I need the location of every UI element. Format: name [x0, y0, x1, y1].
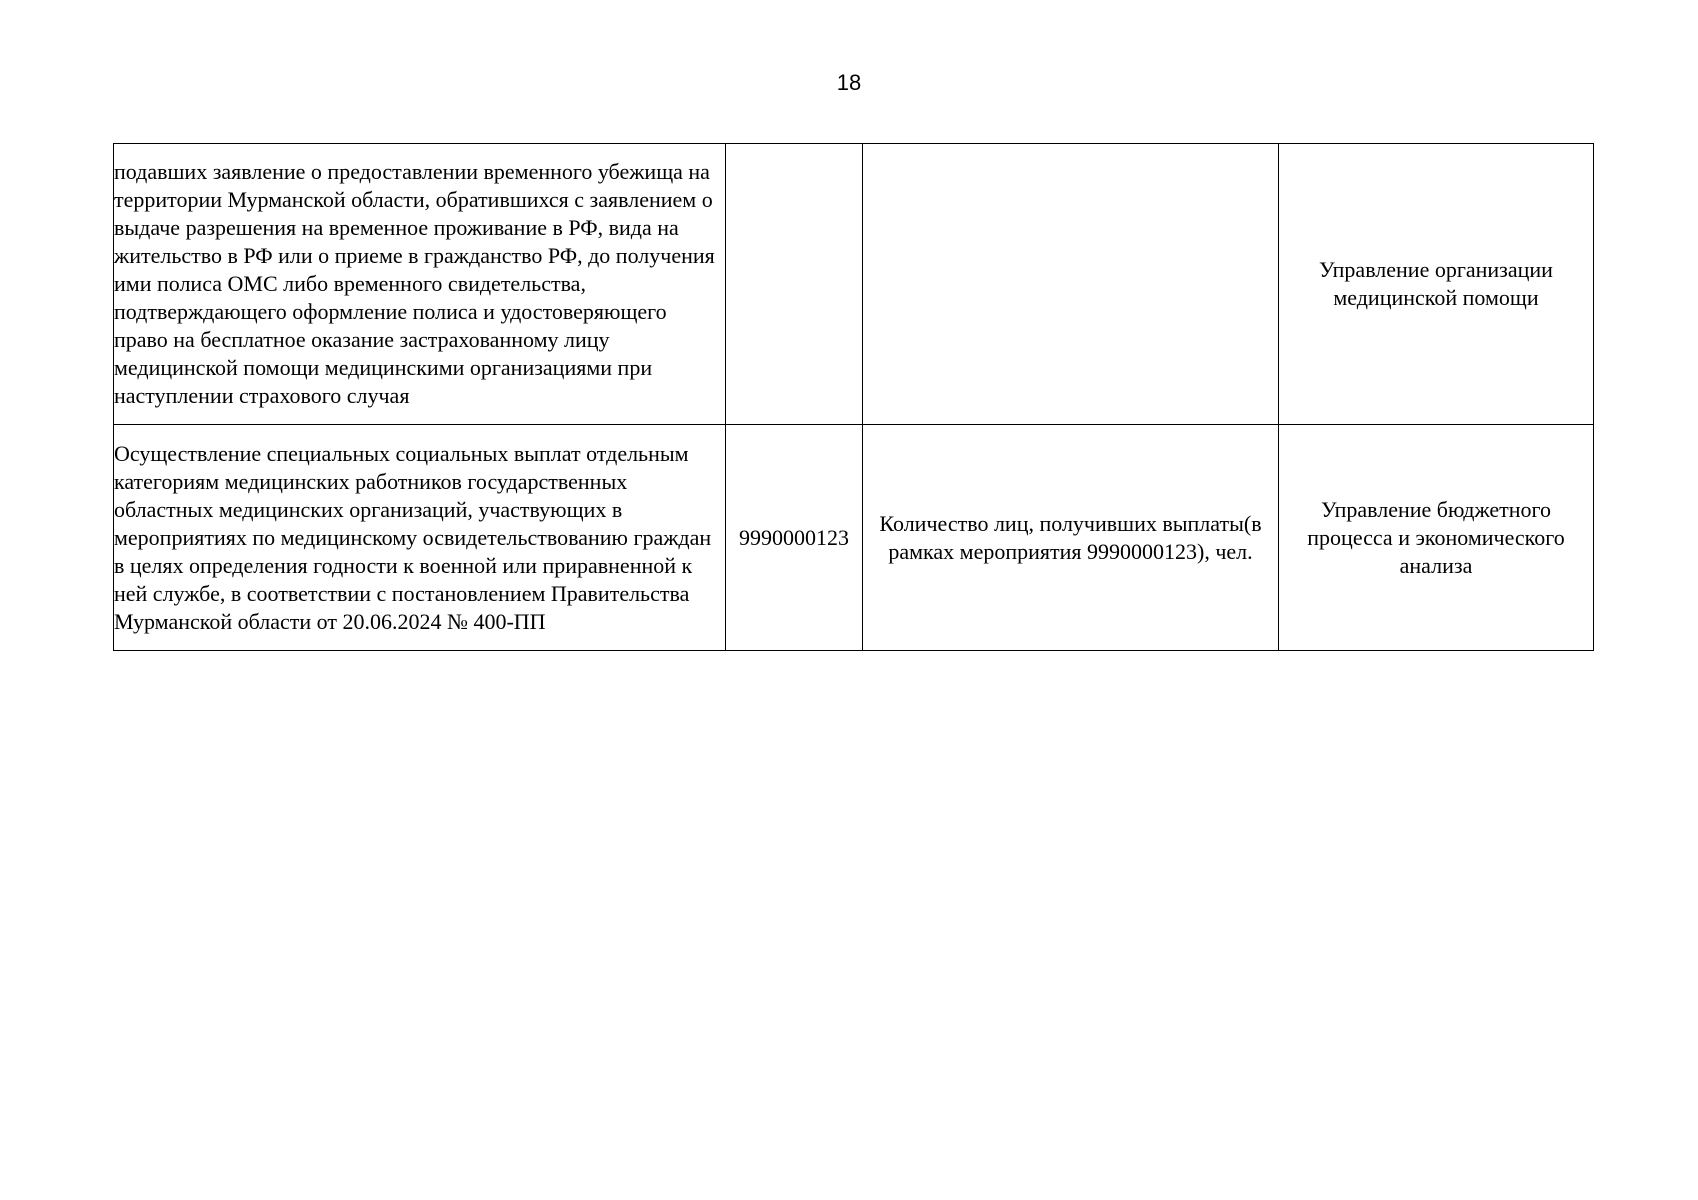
- cell-description: Осуществление специальных социальных выплат отдельным категориям медицинских работников государственных областных медицинских организаций, участвующих в мероприятиях по медицинскому освидетельствованию граждан в целях определения годности к военной или приравненной к ней службе, в соответствии с постановлением Правительства Мурманской области от 20.06.2024 № 400-ПП: [114, 425, 726, 651]
- cell-description: подавших заявление о предоставлении временного убежища на территории Мурманской области, обратившихся с заявлением о выдаче разрешения на временное проживание в РФ, вида на жительство в РФ или о приеме в гражданство РФ, до получения ими полиса ОМС либо временного свидетельства, подтверждающего оформление полиса и удостоверяющего право на бесплатное оказание застрахованному лицу медицинской помощи медицинскими организациями при наступлении страхового случая: [114, 144, 726, 425]
- page-number: 18: [836, 70, 862, 95]
- cell-department: Управление бюджетного процесса и экономического анализа: [1279, 425, 1594, 651]
- cell-indicator: [863, 144, 1279, 425]
- cell-code: 9990000123: [726, 425, 863, 651]
- cell-department: Управление организации медицинской помощи: [1279, 144, 1594, 425]
- table-row: [114, 144, 1594, 425]
- cell-code: [726, 144, 863, 425]
- cell-indicator: Количество лиц, получивших выплаты(в рамках мероприятия 9990000123), чел.: [863, 425, 1279, 651]
- table-row: [114, 425, 1594, 651]
- program-table: [113, 143, 1594, 651]
